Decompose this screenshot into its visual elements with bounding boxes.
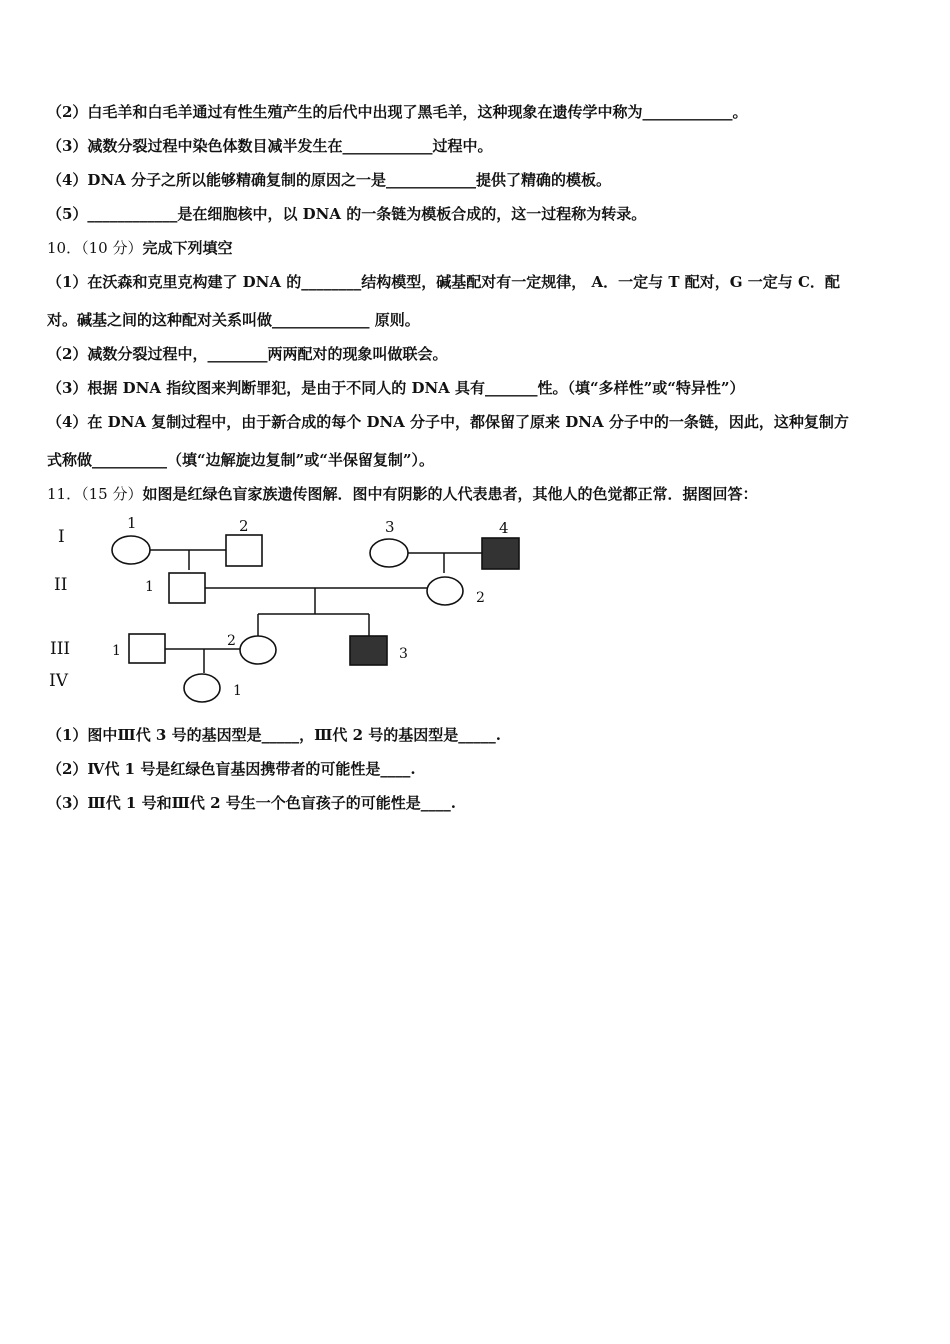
female-g4-1: [184, 674, 220, 702]
generation-label-2: II: [54, 575, 68, 595]
q10-part4-line2: 式称做__________（填“边解旋边复制”或“半保留复制”）。: [47, 451, 435, 469]
q9-part4: （4）DNA 分子之所以能够精确复制的原因之一是____________提供了精确的模板。: [47, 171, 612, 189]
q10-part1-line1: （1）在沃森和克里克构建了 DNA 的________结构模型，碱基配对有一定规律， A．一定与 T 配对，G 一定与 C．配: [47, 273, 840, 291]
female-g2-2: [427, 577, 463, 605]
q11-heading: [47, 484, 757, 504]
q10-part1-line2: 对。碱基之间的这种配对关系叫做_____________ 原则。: [47, 311, 420, 329]
id-g3-2: 2: [227, 633, 236, 649]
id-g4-1: 1: [233, 683, 242, 699]
q11-part3: （3）Ⅲ代 1 号和Ⅲ代 2 号生一个色盲孩子的可能性是____.: [47, 794, 456, 812]
id-g3-3: 3: [399, 646, 408, 662]
male-g3-3-affected: [350, 636, 387, 665]
female-g1-3: [370, 539, 408, 567]
id-g3-1: 1: [112, 643, 121, 659]
q11-part2: （2）Ⅳ代 1 号是红绿色盲基因携带者的可能性是____.: [47, 760, 416, 778]
q9-part2: （2）白毛羊和白毛羊通过有性生殖产生的后代中出现了黑毛羊，这种现象在遗传学中称为____________。: [47, 103, 748, 121]
q11-part1: （1）图中Ⅲ代 3 号的基因型是_____，Ⅲ代 2 号的基因型是_____.: [47, 726, 501, 744]
male-g2-1: [169, 573, 205, 603]
q10-title: 完成下列填空: [142, 239, 233, 257]
id-g1-1: 1: [127, 514, 137, 532]
q9-part5: （5）____________是在细胞核中，以 DNA 的一条链为模板合成的，这一过程称为转录。: [47, 205, 647, 223]
q11-title: 如图是红绿色盲家族遗传图解．图中有阴影的人代表患者，其他人的色觉都正常．据图回答：: [142, 485, 758, 503]
id-g1-3: 3: [385, 518, 395, 536]
generation-label-3: III: [50, 639, 71, 659]
q10-number: 10．（10 分）: [47, 239, 143, 257]
id-g1-4: 4: [499, 519, 509, 537]
female-g1-1: [112, 536, 150, 564]
q10-part3: （3）根据 DNA 指纹图来判断罪犯，是由于不同人的 DNA 具有_______性。（填“多样性”或“特异性”）: [47, 379, 745, 397]
q11-number: 11．（15 分）: [47, 485, 143, 503]
generation-label-1: I: [58, 527, 65, 547]
pedigree-chart: [44, 510, 544, 710]
q10-part4-line1: （4）在 DNA 复制过程中，由于新合成的每个 DNA 分子中，都保留了原来 DNA 分子中的一条链，因此，这种复制方: [47, 413, 849, 431]
male-g1-4-affected: [482, 538, 519, 569]
id-g2-1: 1: [145, 579, 154, 595]
generation-label-4: IV: [49, 671, 68, 691]
id-g1-2: 2: [239, 517, 249, 535]
male-g1-2: [226, 535, 262, 566]
q10-part2: （2）减数分裂过程中，________两两配对的现象叫做联会。: [47, 345, 448, 363]
id-g2-2: 2: [476, 590, 485, 606]
q9-part3: （3）减数分裂过程中染色体数目减半发生在____________过程中。: [47, 137, 493, 155]
male-g3-1: [129, 634, 165, 663]
pedigree-lines: [149, 550, 482, 673]
female-g3-2: [240, 636, 276, 664]
q10-heading: [47, 238, 232, 258]
